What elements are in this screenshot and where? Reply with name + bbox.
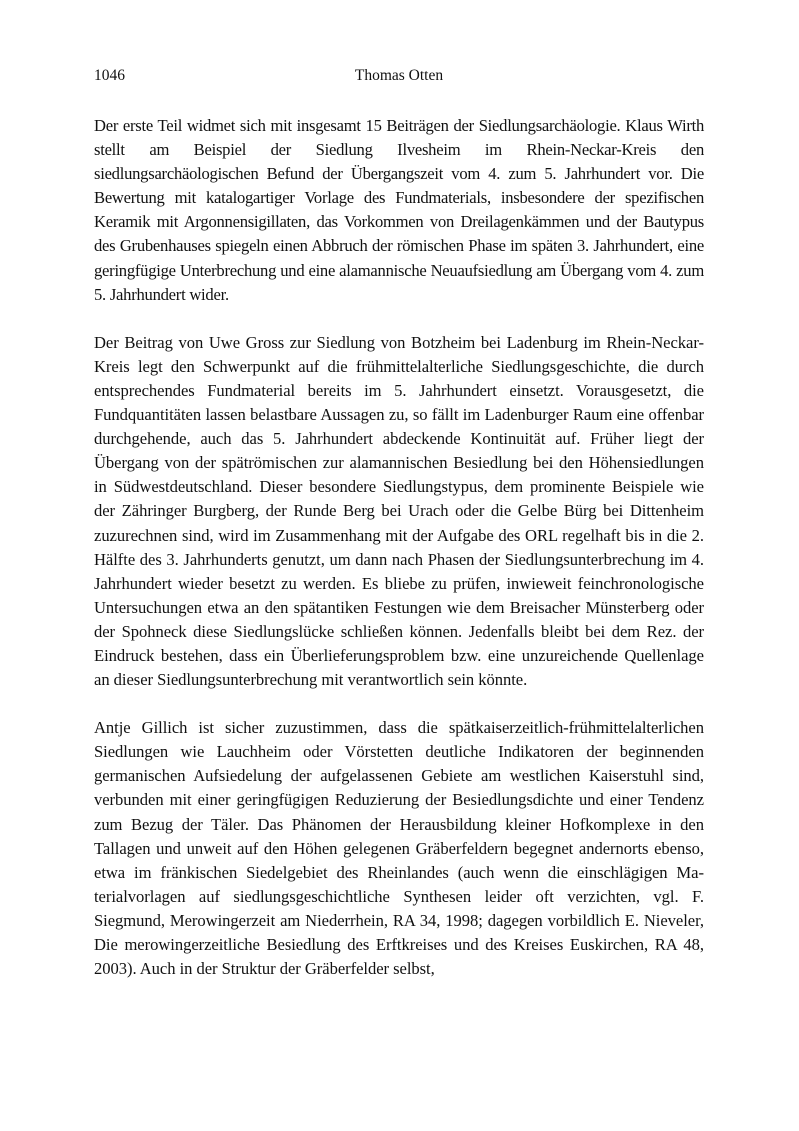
document-page [94, 64, 704, 1005]
running-head [94, 64, 704, 88]
page-number: 1046 [94, 67, 125, 84]
running-title: Thomas Otten [354, 67, 444, 84]
paragraph-2: Der Beitrag von Uwe Gross zur Siedlung von Botzheim bei Ladenburg im Rhein-Neckar-Kreis legt den Schwerpunkt auf die frühmittelalterliche Siedlungsgeschichte, die durch entsprechendes Fundmaterial bereits im 5. Jahrhundert einsetzt. Vorausgesetzt, die Fundquantitäten lassen belastbare Aussagen zu, so fällt im Ladenburger Raum eine offenbar durchgehende, auch das 5. Jahrhundert abdeckende Kontinuität auf. Früher liegt der Übergang von der spätrömischen zur alamannischen Besiedlung bei den Höhensiedlungen in Südwestdeutschland. Dieser besondere Siedlungstypus, dem prominente Beispiele wie der Zähringer Burgberg, der Runde Berg bei Urach oder die Gelbe Bürg bei Dittenheim zuzurechnen sind, wird im Zusammenhang mit der Aufgabe des ORL regelhaft bis in die 2. Hälfte des 3. Jahrhunderts genutzt, um dann nach Phasen der Siedlungsunterbrechung im 4. Jahrhundert wieder besetzt zu werden. Es bliebe zu prüfen, inwieweit feinchronologische Untersuchungen etwa an den spätantiken Festungen wie dem Breisacher Münsterberg oder der Spohneck diese Siedlungslücke schließen können. Jedenfalls bleibt bei dem Rez. der Eindruck bestehen, dass ein Überlieferungsproblem bzw. eine unzureichende Quellenlage an dieser Siedlungsunterbrechung mit verantwortlich sein könnte. [94, 332, 704, 690]
paragraph-3: Antje Gillich ist sicher zuzustimmen, dass die spätkaiserzeitlich-frühmittelalterlichen Siedlungen wie Lauchheim oder Vörstetten deutliche Indikatoren der beginnenden germanischen Aufsiedelung der aufgelassenen Gebiete am westlichen Kaiserstuhl sind, verbunden mit einer geringfügigen Reduzierung der Besiedlungsdichte und einer Tendenz zum Bezug der Täler. Das Phänomen der Herausbildung kleiner Hofkomplexe in den Tallagen und unweit auf den Höhen gelegenen Gräberfeldern begegnet andernorts ebenso, etwa im fränkischen Siedelgebiet des Rheinlandes (auch wenn die einschlägigen Materialvorlagen auf siedlungsgeschichtliche Synthesen leider oft verzichten, vgl. F. Siegmund, Merowingerzeit am Niederrhein, RA 34, 1998; dagegen vorbildlich E. Nieveler, Die merowingerzeitliche Besiedlung des Erftkreises und des Kreises Euskirchen, RA 48, 2003). Auch in der Struktur der Gräberfelder selbst, [94, 718, 704, 979]
paragraph-1: Der erste Teil widmet sich mit insgesamt 15 Beiträgen der Siedlungsarchäologie. Klaus Wirth stellt am Beispiel der Siedlung Ilvesheim im Rhein-Neckar-Kreis den siedlungsarchäologischen Befund der Übergangszeit vom 4. zum 5. Jahrhundert vor. Die Bewertung mit katalogartiger Vorlage des Fundmaterials, insbesondere der spezifischen Keramik mit Argonnensigillaten, das Vorkommen von Dreilagenkämmen und der Bautypus des Grubenhauses spiegeln einen Abbruch der römischen Phase im späten 3. Jahrhundert, eine geringfügige Unterbrechung und eine alamannische Neuaufsiedlung am Übergang vom 4. zum 5. Jahrhundert wider. [94, 116, 704, 304]
body-text [94, 114, 704, 981]
